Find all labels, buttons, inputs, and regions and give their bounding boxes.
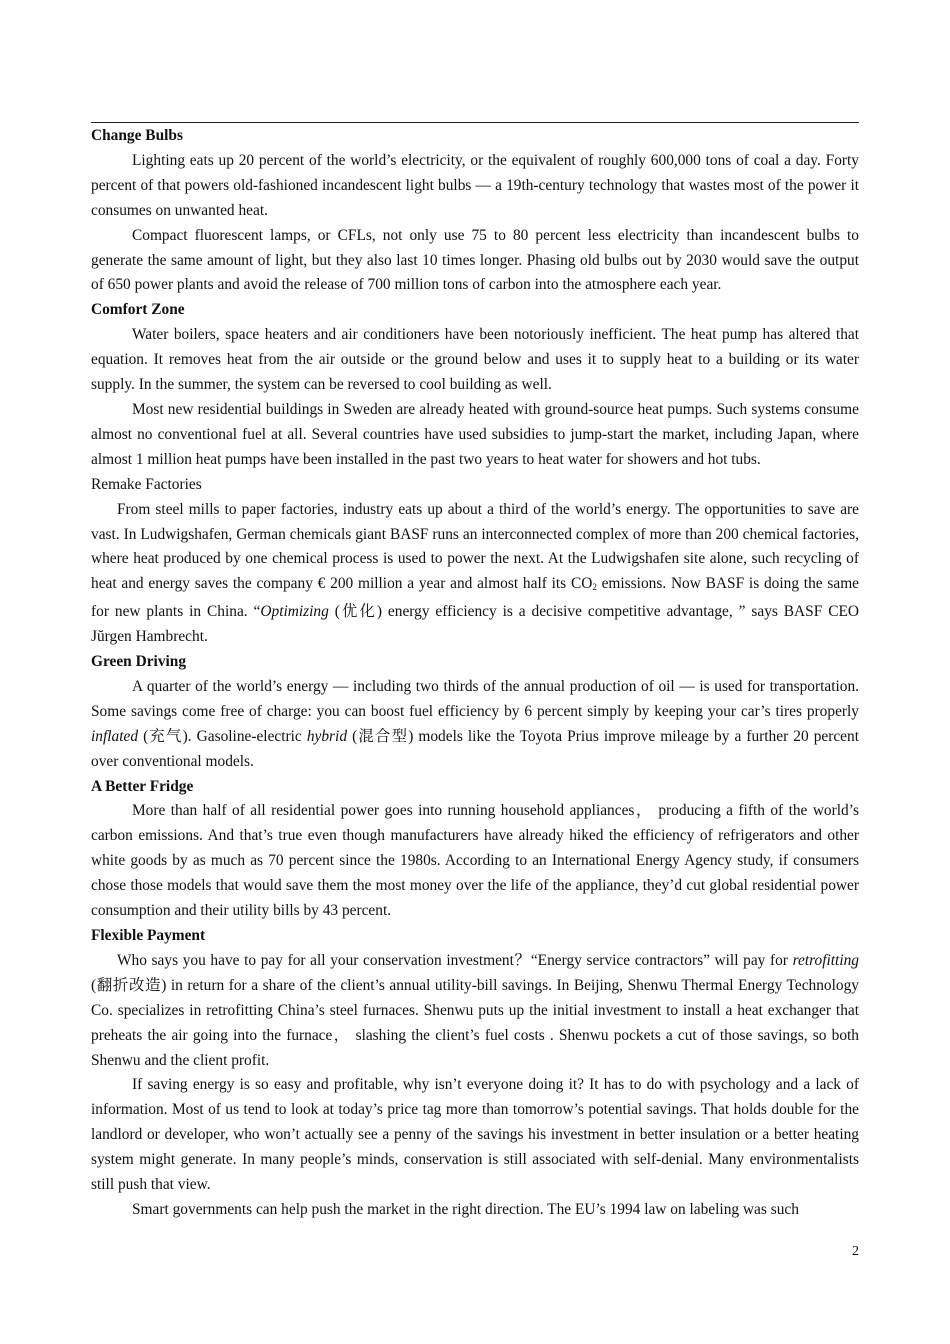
text-run: (混合型) models like the Toyota Prius improve mileage by a further 20 percent over conventional models. bbox=[91, 727, 859, 770]
section-heading-remake-factories: Remake Factories bbox=[91, 475, 202, 493]
paragraph bbox=[91, 675, 859, 775]
section-heading-flexible-payment: Flexible Payment bbox=[91, 927, 206, 944]
emphasis: hybrid bbox=[306, 727, 348, 745]
paragraph: Smart governments can help push the market in the right direction. The EU’s 1994 law on labeling was such bbox=[132, 1200, 799, 1218]
paragraph: More than half of all residential power goes into running household appliances， producing a fifth of the world’s carbon emissions. And that’s true even though manufacturers have already hiked the efficiency of refrigerators and other white goods by as much as 70 percent since the 1980s. According to an International Energy Agency study, if consumers chose those models that would save them the most money over the life of the appliance, they’d cut global residential power consumption and their utility bills by 43 percent. bbox=[91, 802, 859, 920]
text-run: Who says you have to pay for all your conservation investment？“Energy service contractors” will pay for bbox=[117, 951, 793, 969]
section-heading-comfort-zone: Comfort Zone bbox=[91, 301, 185, 319]
paragraph: Water boilers, space heaters and air conditioners have been notoriously inefficient. The heat pump has altered that equation. It removes heat from the air outside or the ground below and uses it to supply heat to a building or its water supply. In the summer, the system can be reversed to cool building as well. bbox=[91, 326, 859, 394]
subscript: 2 bbox=[592, 582, 597, 593]
text-run: (充气). Gasoline-electric bbox=[138, 727, 307, 745]
text-run: From steel mills to paper factories, industry eats up about a third of the world’s energy. The opportunities to save are vast. In Ludwigshafen, German chemicals giant BASF runs an interconnected complex of more than 200 chemical factories, where heat produced by one chemical process is used to power the next. At the Ludwigshafen site alone, such recycling of heat and energy saves the company € 200 million a year and almost half its CO bbox=[91, 500, 859, 593]
text-run: emissions. Now BASF is doing the same for new plants in China. “ bbox=[91, 575, 859, 621]
paragraph: Compact fluorescent lamps, or CFLs, not only use 75 to 80 percent less electricity than incandescent bulbs to generate the same amount of light, but they also last 10 times longer. Phasing old bulbs out by 2030 would save the output of 650 power plants and avoid the release of 700 million tons of carbon into the atmosphere each year. bbox=[91, 226, 859, 294]
paragraph: Most new residential buildings in Sweden are already heated with ground-source heat pumps. Such systems consume almost no conventional fuel at all. Several countries have used subsidies to jump-start the market, including Japan, where almost 1 million heat pumps have been installed in the past two years to heat water for showers and hot tubs. bbox=[91, 400, 859, 468]
paragraph bbox=[91, 949, 859, 1074]
section-heading-change-bulbs: Change Bulbs bbox=[91, 127, 183, 144]
paragraph: Lighting eats up 20 percent of the world’s electricity, or the equivalent of roughly 600,000 tons of coal a day. Forty percent of that powers old-fashioned incandescent light bulbs — a 19th-century technology that wastes most of the power it consumes on unwanted heat. bbox=[91, 151, 859, 219]
page-number: 2 bbox=[852, 1244, 859, 1259]
text-run: (翻折改造) in return for a share of the client’s annual utility-bill savings. In Beijing, Shenwu Thermal Energy Technology Co. specializes in retrofitting China’s steel furnaces. Shenwu puts up the initial investment to install a heat exchanger that preheats the air going into the furnace， slashing the client’s fuel costs . Shenwu pockets a cut of those savings, so both Shenwu and the client profit. bbox=[91, 976, 859, 1069]
emphasis: inflated bbox=[91, 727, 139, 745]
header-rule bbox=[91, 122, 859, 123]
text-run: A quarter of the world’s energy — including two thirds of the annual production of oil — is used for transportation. Some savings come free of charge: you can boost fuel efficiency by 6 percent simply by keeping your car’s tires properly bbox=[91, 677, 859, 720]
document-body bbox=[91, 124, 859, 1223]
paragraph bbox=[91, 498, 859, 650]
emphasis: retrofitting bbox=[792, 951, 859, 969]
section-heading-better-fridge: A Better Fridge bbox=[91, 777, 194, 795]
section-heading-green-driving: Green Driving bbox=[91, 653, 187, 671]
paragraph: If saving energy is so easy and profitable, why isn’t everyone doing it? It has to do with psychology and a lack of information. Most of us tend to look at today’s price tag more than tomorrow’s potential savings. That holds double for the landlord or developer, who won’t actually see a penny of the savings his investment in better insulation or a better heating system might generate. In many people’s minds, conservation is still associated with self-denial. Many environmentalists still push that view. bbox=[91, 1076, 859, 1194]
emphasis: Optimizing bbox=[260, 603, 329, 621]
text-run: (优化) energy efficiency is a decisive competitive advantage, ” says BASF CEO Jŭrgen Hambrecht. bbox=[91, 603, 859, 646]
